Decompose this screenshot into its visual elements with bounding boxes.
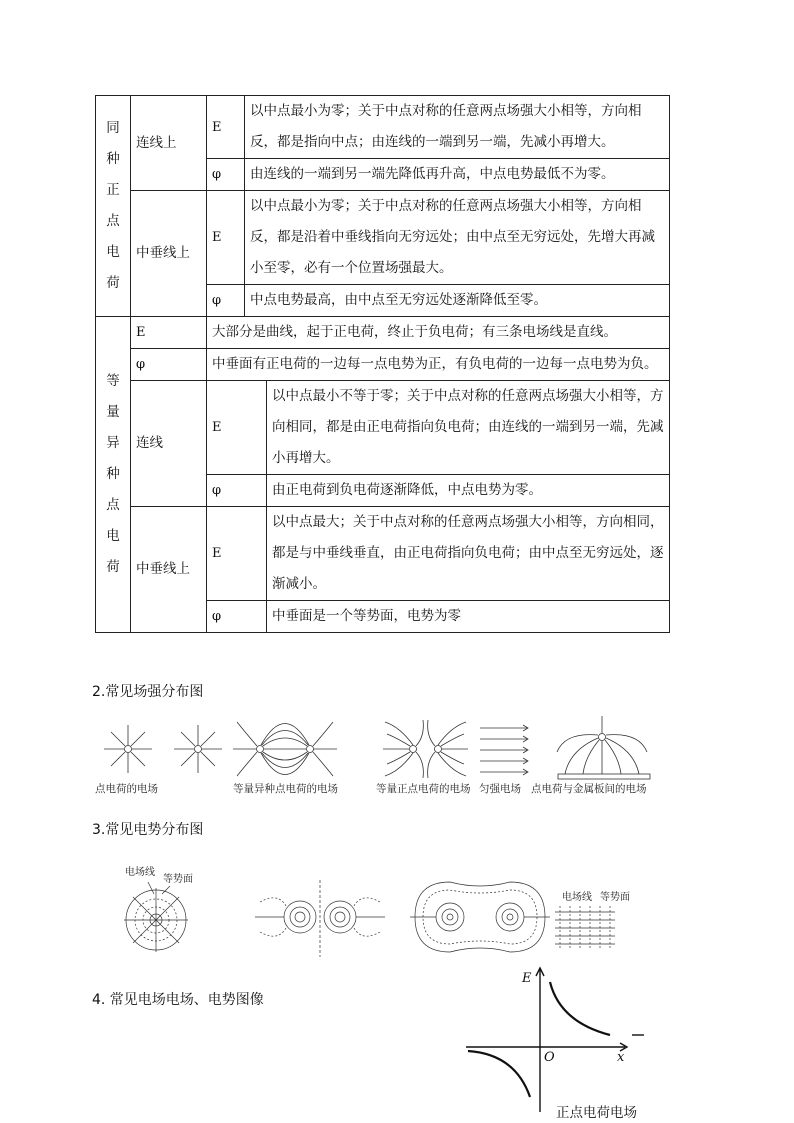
point-charge-potential-diagram: [124, 882, 188, 952]
description-cell: 以中点最小不等于零；关于中点对称的任意两点场强大小相等，方向相同，都是由正电荷指向负电荷；由连线的一端到另一端，先减小再增大。: [267, 381, 670, 475]
description-cell: 中点电势最高，由中点至无穷远处逐渐降低至零。: [245, 285, 670, 317]
symbol-cell: E: [207, 96, 245, 159]
description-cell: 以中点最小为零；关于中点对称的任意两点场强大小相等，方向相反，都是指向中点；由连线的一端到另一端，先减小再增大。: [245, 96, 670, 159]
charge-plate-field-diagram: [557, 716, 650, 779]
symbol-cell: E: [207, 381, 267, 475]
table-row: [96, 96, 670, 159]
negative-branch-curve: [468, 1051, 530, 1097]
section3-heading: 3.常见电势分布图: [92, 822, 204, 838]
symbol-cell: φ: [207, 475, 267, 507]
dipole-potential-diagram: [255, 880, 385, 957]
description-cell: 由正电荷到负电荷逐渐降低，中点电势为零。: [267, 475, 670, 507]
like-charges-field-diagram: [383, 720, 468, 778]
row-label: 连线上: [131, 96, 207, 191]
table-row: [96, 317, 670, 349]
table-row: [96, 191, 670, 285]
same-charge-title: 同 种 正 点 电 荷: [96, 96, 131, 317]
symbol-cell: E: [207, 507, 267, 601]
potential-diagrams: [110, 862, 650, 962]
label-field-line-2: 电场线: [562, 892, 592, 903]
table-row: [96, 507, 670, 601]
symbol-cell: E: [131, 317, 207, 349]
description-cell: 以中点最小为零；关于中点对称的任意两点场强大小相等，方向相反，都是沿着中垂线指向无穷远处；由中点至无穷远处，先增大再减小至零，必有一个位置场强最大。: [245, 191, 670, 285]
caption-uniform: 匀强电场: [479, 783, 521, 795]
uniform-potential-diagram: [555, 906, 615, 950]
dipole-field-diagram: [233, 722, 337, 776]
symbol-cell: φ: [207, 159, 245, 191]
row-label: 中垂线上: [131, 507, 207, 633]
symbol-cell: φ: [207, 285, 245, 317]
symbol-cell: φ: [207, 601, 267, 633]
caption-charge-plate: 点电荷与金属板间的电场: [531, 783, 647, 795]
description-cell: 中垂面有正电荷的一边每一点电势为正，有负电荷的一边每一点电势为负。: [207, 349, 670, 381]
section4-heading: 4. 常见电场电场、电势图像: [92, 992, 264, 1008]
uniform-field-diagram: [480, 725, 528, 775]
field-strength-graph: [460, 962, 660, 1120]
label-equipotential-2: 等势面: [600, 892, 630, 903]
like-charges-potential-diagram: [410, 882, 550, 952]
description-cell: 大部分是曲线，起于正电荷，终止于负电荷；有三条电场线是直线。: [207, 317, 670, 349]
label-field-line: 电场线: [125, 867, 155, 878]
label-equipotential: 等势面: [163, 874, 193, 885]
row-label: 连线: [131, 381, 207, 507]
opposite-charge-title: 等 量 异 种 点 电 荷: [96, 317, 131, 633]
graph-caption: 正点电荷电场: [556, 1105, 637, 1120]
description-cell: 中垂面是一个等势面，电势为零: [267, 601, 670, 633]
description-cell: 以中点最大；关于中点对称的任意两点场强大小相等，方向相同，都是与中垂线垂直，由正电荷指向负电荷；由中点至无穷远处，逐渐减小。: [267, 507, 670, 601]
caption-like-charges: 等量正点电荷的电场: [376, 783, 471, 795]
caption-point-charge: 点电荷的电场: [95, 783, 158, 795]
row-label: 中垂线上: [131, 191, 207, 317]
table-row: [96, 349, 670, 381]
properties-table: [95, 95, 670, 633]
description-cell: 由连线的一端到另一端先降低再升高，中点电势最低不为零。: [245, 159, 670, 191]
positive-branch-curve: [550, 982, 610, 1035]
caption-dipole: 等量异种点电荷的电场: [233, 783, 338, 795]
field-strength-diagrams: [95, 712, 665, 802]
symbol-cell: φ: [131, 349, 207, 381]
section2-heading: 2.常见场强分布图: [92, 684, 204, 700]
graph-y-label: E: [522, 971, 532, 986]
graph-x-label: x: [617, 1050, 625, 1065]
graph-origin-label: O: [544, 1050, 555, 1065]
table-row: [96, 381, 670, 475]
point-charge-field-diagram: [104, 725, 222, 773]
symbol-cell: E: [207, 191, 245, 285]
